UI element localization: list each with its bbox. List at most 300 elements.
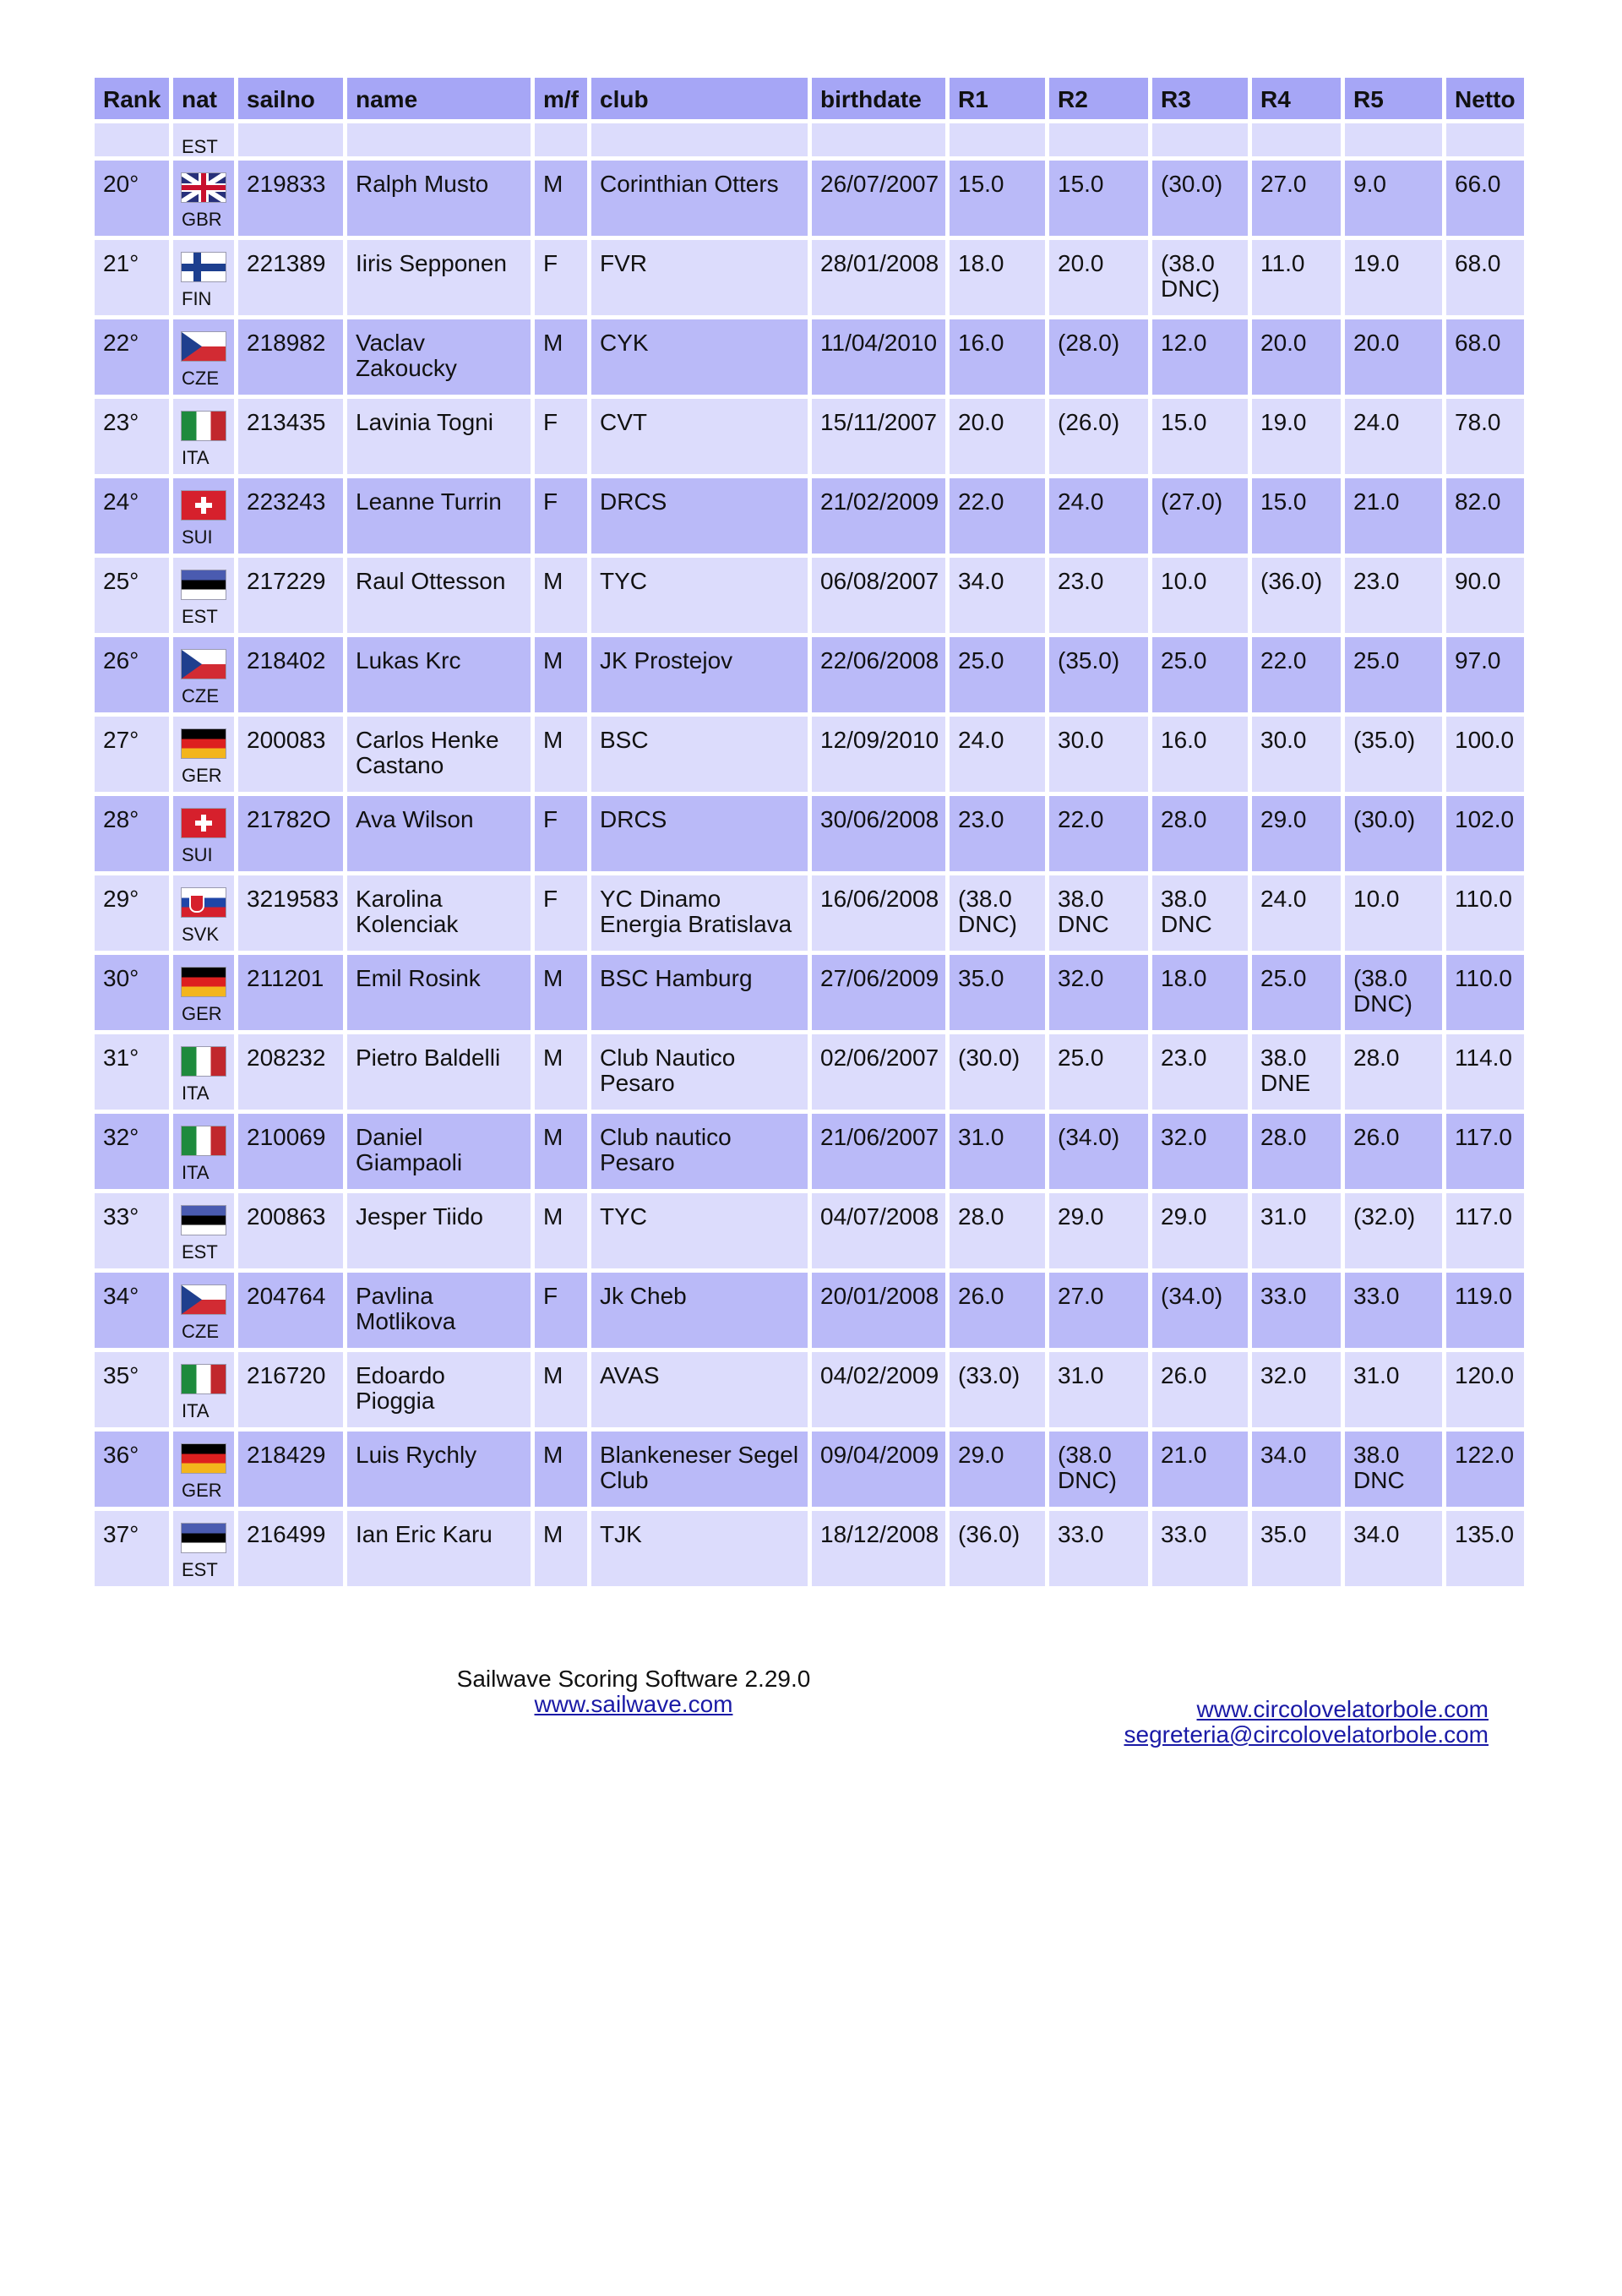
netto-score: 102.0 [1446,796,1524,871]
name-cell: Daniel Giampaoli [347,1114,531,1189]
nation-code: CZE [182,368,219,389]
flag-cze-icon [182,332,226,361]
nation-cell [173,717,234,792]
partial-row [95,123,1524,156]
flag-ger-icon [182,968,226,996]
flag-fin-icon [182,253,226,281]
race-4-score: 35.0 [1252,1511,1341,1586]
sailno-cell: 216499 [238,1511,343,1586]
nation-cell [173,796,234,871]
netto-score: 110.0 [1446,875,1524,951]
sailno-cell: 218402 [238,637,343,712]
name-cell: Luis Rychly [347,1432,531,1507]
flag-ita-icon [182,1365,226,1393]
race-1-score: (33.0) [950,1352,1045,1427]
club-cell: Club Nautico Pesaro [591,1034,808,1110]
table-row [95,796,1524,871]
club-cell: CYK [591,319,808,395]
race-2-score: (28.0) [1049,319,1148,395]
software-credit [406,1666,862,1717]
nation-cell [173,319,234,395]
name-cell: Jesper Tiido [347,1193,531,1268]
header-r2[interactable]: R2 [1049,78,1148,119]
gender-cell: M [535,717,587,792]
race-3-score: 12.0 [1152,319,1248,395]
header-name[interactable]: name [347,78,531,119]
race-1-score: 22.0 [950,478,1045,554]
table-row [95,637,1524,712]
nation-cell [173,875,234,951]
nation-cell [173,1193,234,1268]
birthdate-cell: 28/01/2008 [812,240,945,315]
gender-cell: M [535,955,587,1030]
race-1-score: 28.0 [950,1193,1045,1268]
birthdate-cell: 02/06/2007 [812,1034,945,1110]
rank-cell: 20° [95,161,169,236]
sailno-cell: 21782O [238,796,343,871]
rank-cell: 26° [95,637,169,712]
race-3-score: 28.0 [1152,796,1248,871]
rank-cell: 29° [95,875,169,951]
nation-code: GER [182,1480,222,1501]
race-4-score: (36.0) [1252,558,1341,633]
birthdate-cell: 04/07/2008 [812,1193,945,1268]
race-2-score: 30.0 [1049,717,1148,792]
name-cell: Lukas Krc [347,637,531,712]
club-cell: TJK [591,1511,808,1586]
race-3-score: 16.0 [1152,717,1248,792]
header-mf[interactable]: m/f [535,78,587,119]
netto-score: 117.0 [1446,1114,1524,1189]
birthdate-cell: 27/06/2009 [812,955,945,1030]
name-cell: Raul Ottesson [347,558,531,633]
gender-cell: F [535,796,587,871]
name-cell: Vaclav Zakoucky [347,319,531,395]
race-3-score: 25.0 [1152,637,1248,712]
race-5-score: 19.0 [1345,240,1442,315]
netto-score: 122.0 [1446,1432,1524,1507]
race-3-score: 29.0 [1152,1193,1248,1268]
header-row [95,78,1524,119]
club-cell: AVAS [591,1352,808,1427]
club-cell: TYC [591,558,808,633]
nation-code: EST [182,136,218,156]
race-2-score: 15.0 [1049,161,1148,236]
name-cell: Karolina Kolenciak [347,875,531,951]
rank-cell: 36° [95,1432,169,1507]
race-3-score: 21.0 [1152,1432,1248,1507]
gender-cell: M [535,1511,587,1586]
race-5-score: 38.0 DNC [1345,1432,1442,1507]
name-cell: Leanne Turrin [347,478,531,554]
header-r4[interactable]: R4 [1252,78,1341,119]
gender-cell: M [535,1114,587,1189]
race-2-score: 38.0 DNC [1049,875,1148,951]
race-5-score: (38.0 DNC) [1345,955,1442,1030]
birthdate-cell: 21/06/2007 [812,1114,945,1189]
race-4-score: 19.0 [1252,399,1341,474]
nation-cell [173,1511,234,1586]
nation-cell [173,1273,234,1348]
flag-ita-icon [182,1047,226,1076]
flag-sui-icon [182,809,226,837]
nation-cell [173,478,234,554]
club-cell: CVT [591,399,808,474]
gender-cell: M [535,1034,587,1110]
gender-cell: M [535,319,587,395]
table-row [95,399,1524,474]
netto-score: 135.0 [1446,1511,1524,1586]
nation-code: GER [182,765,222,786]
nation-cell [173,399,234,474]
rank-cell: 24° [95,478,169,554]
race-2-score: 27.0 [1049,1273,1148,1348]
gender-cell: M [535,161,587,236]
nation-cell [173,1034,234,1110]
name-cell: Ian Eric Karu [347,1511,531,1586]
club-cell: DRCS [591,478,808,554]
club-cell: TYC [591,1193,808,1268]
birthdate-cell: 04/02/2009 [812,1352,945,1427]
birthdate-cell: 09/04/2009 [812,1432,945,1507]
race-3-score: 18.0 [1152,955,1248,1030]
header-club[interactable]: club [591,78,808,119]
sailno-cell: 211201 [238,955,343,1030]
club-email-link[interactable]: segreteria@circolovelatorbole.com [1124,1721,1489,1748]
race-4-score: 34.0 [1252,1432,1341,1507]
club-cell: JK Prostejov [591,637,808,712]
birthdate-cell: 20/01/2008 [812,1273,945,1348]
rank-cell: 33° [95,1193,169,1268]
nation-code: SUI [182,526,213,548]
race-5-score: 9.0 [1345,161,1442,236]
header-r1[interactable]: R1 [950,78,1045,119]
netto-score: 100.0 [1446,717,1524,792]
race-4-score: 32.0 [1252,1352,1341,1427]
sailno-cell: 223243 [238,478,343,554]
table-row [95,1352,1524,1427]
race-5-score: 10.0 [1345,875,1442,951]
nation-cell [173,161,234,236]
race-2-score: (35.0) [1049,637,1148,712]
sailno-cell: 213435 [238,399,343,474]
race-3-score: 38.0 DNC [1152,875,1248,951]
rank-cell: 32° [95,1114,169,1189]
flag-cze-icon [182,650,226,679]
race-1-score: 29.0 [950,1432,1045,1507]
nation-code: FIN [182,288,212,309]
race-1-score: (30.0) [950,1034,1045,1110]
sailno-cell: 218982 [238,319,343,395]
nation-cell [173,240,234,315]
race-4-score: 28.0 [1252,1114,1341,1189]
race-2-score: (26.0) [1049,399,1148,474]
gender-cell: F [535,1273,587,1348]
club-website-link[interactable]: www.circolovelatorbole.com [1196,1696,1489,1722]
race-1-score: 24.0 [950,717,1045,792]
race-5-score: (35.0) [1345,717,1442,792]
netto-score: 114.0 [1446,1034,1524,1110]
race-5-score: 34.0 [1345,1511,1442,1586]
flag-svk-icon [182,888,226,917]
name-cell: Ava Wilson [347,796,531,871]
header-sailno[interactable]: sailno [238,78,343,119]
gender-cell: F [535,399,587,474]
race-1-score: 18.0 [950,240,1045,315]
race-1-score: 31.0 [950,1114,1045,1189]
header-birthdate[interactable]: birthdate [812,78,945,119]
table-row [95,240,1524,315]
race-3-score: (30.0) [1152,161,1248,236]
table-row [95,1273,1524,1348]
header-r3[interactable]: R3 [1152,78,1248,119]
nation-code: EST [182,606,218,627]
table-row [95,558,1524,633]
birthdate-cell: 26/07/2007 [812,161,945,236]
nation-code: GBR [182,209,222,230]
race-4-score: 38.0 DNE [1252,1034,1341,1110]
race-2-score: 23.0 [1049,558,1148,633]
table-row [95,319,1524,395]
flag-sui-icon [182,491,226,520]
race-2-score: 33.0 [1049,1511,1148,1586]
race-2-score: (34.0) [1049,1114,1148,1189]
sailno-cell: 208232 [238,1034,343,1110]
race-4-score: 27.0 [1252,161,1341,236]
nation-code: SUI [182,844,213,865]
race-5-score: 20.0 [1345,319,1442,395]
nation-code: CZE [182,1321,219,1342]
gender-cell: M [535,1352,587,1427]
rank-cell: 21° [95,240,169,315]
name-cell: Lavinia Togni [347,399,531,474]
race-5-score: 26.0 [1345,1114,1442,1189]
race-4-score: 20.0 [1252,319,1341,395]
race-2-score: 31.0 [1049,1352,1148,1427]
gender-cell: F [535,478,587,554]
race-1-score: 15.0 [950,161,1045,236]
header-netto[interactable]: Netto [1446,78,1524,119]
rank-cell: 28° [95,796,169,871]
rank-cell: 23° [95,399,169,474]
gender-cell: M [535,1193,587,1268]
sailno-cell: 219833 [238,161,343,236]
netto-score: 97.0 [1446,637,1524,712]
flag-ger-icon [182,1444,226,1473]
club-cell: Jk Cheb [591,1273,808,1348]
race-1-score: 34.0 [950,558,1045,633]
race-4-score: 30.0 [1252,717,1341,792]
table-row [95,1034,1524,1110]
nation-code: ITA [182,1162,210,1183]
club-cell: Corinthian Otters [591,161,808,236]
race-1-score: 26.0 [950,1273,1045,1348]
nation-code: ITA [182,1083,210,1104]
rank-cell: 37° [95,1511,169,1586]
race-5-score: 33.0 [1345,1273,1442,1348]
name-cell: Iiris Sepponen [347,240,531,315]
race-5-score: 25.0 [1345,637,1442,712]
sailno-cell: 3219583 [238,875,343,951]
race-3-score: 33.0 [1152,1511,1248,1586]
club-cell: BSC Hamburg [591,955,808,1030]
race-1-score: (38.0 DNC) [950,875,1045,951]
sailno-cell: 200863 [238,1193,343,1268]
sailno-cell: 200083 [238,717,343,792]
race-3-score: 15.0 [1152,399,1248,474]
name-cell: Ralph Musto [347,161,531,236]
nation-cell [173,1114,234,1189]
race-1-score: 16.0 [950,319,1045,395]
race-2-score: 25.0 [1049,1034,1148,1110]
nation-code: EST [182,1559,218,1580]
nation-code: CZE [182,685,219,706]
netto-score: 117.0 [1446,1193,1524,1268]
sailno-cell: 216720 [238,1352,343,1427]
table-row [95,161,1524,236]
netto-score: 68.0 [1446,240,1524,315]
netto-score: 68.0 [1446,319,1524,395]
header-rank[interactable]: Rank [95,78,169,119]
results-table [90,74,1528,1590]
table-row [95,478,1524,554]
table-row [95,955,1524,1030]
sailno-cell: 204764 [238,1273,343,1348]
name-cell: Carlos Henke Castano [347,717,531,792]
gender-cell: F [535,875,587,951]
table-row [95,1114,1524,1189]
race-4-score: 33.0 [1252,1273,1341,1348]
race-5-score: 23.0 [1345,558,1442,633]
race-2-score: 20.0 [1049,240,1148,315]
sailwave-link[interactable]: www.sailwave.com [534,1691,733,1717]
race-4-score: 31.0 [1252,1193,1341,1268]
race-4-score: 29.0 [1252,796,1341,871]
club-cell: YC Dinamo Energia Bratislava [591,875,808,951]
gender-cell: M [535,1432,587,1507]
netto-score: 78.0 [1446,399,1524,474]
software-name: Sailwave Scoring Software 2.29.0 [456,1666,811,1692]
race-1-score: 25.0 [950,637,1045,712]
flag-est-icon [182,1524,226,1552]
flag-ger-icon [182,729,226,758]
race-4-score: 15.0 [1252,478,1341,554]
race-2-score: 29.0 [1049,1193,1148,1268]
birthdate-cell: 22/06/2008 [812,637,945,712]
sailno-cell: 217229 [238,558,343,633]
rank-cell: 35° [95,1352,169,1427]
race-3-score: 26.0 [1152,1352,1248,1427]
flag-gbr-icon [182,173,226,202]
header-r5[interactable]: R5 [1345,78,1442,119]
name-cell: Pavlina Motlikova [347,1273,531,1348]
table-row [95,875,1524,951]
birthdate-cell: 06/08/2007 [812,558,945,633]
netto-score: 120.0 [1446,1352,1524,1427]
race-3-score: 32.0 [1152,1114,1248,1189]
sailno-cell: 210069 [238,1114,343,1189]
race-4-score: 24.0 [1252,875,1341,951]
race-5-score: (30.0) [1345,796,1442,871]
club-cell: DRCS [591,796,808,871]
gender-cell: M [535,558,587,633]
race-5-score: 21.0 [1345,478,1442,554]
nation-code: GER [182,1003,222,1024]
birthdate-cell: 16/06/2008 [812,875,945,951]
flag-ita-icon [182,412,226,440]
club-cell: BSC [591,717,808,792]
nation-code: SVK [182,924,220,945]
name-cell: Pietro Baldelli [347,1034,531,1110]
rank-cell: 30° [95,955,169,1030]
rank-cell: 31° [95,1034,169,1110]
nation-code: EST [182,1241,218,1263]
table-row [95,1511,1524,1586]
race-3-score: 23.0 [1152,1034,1248,1110]
race-2-score: 22.0 [1049,796,1148,871]
race-5-score: 31.0 [1345,1352,1442,1427]
nation-cell [173,637,234,712]
race-4-score: 11.0 [1252,240,1341,315]
netto-score: 66.0 [1446,161,1524,236]
club-cell: Blankeneser Segel Club [591,1432,808,1507]
table-row [95,717,1524,792]
birthdate-cell: 12/09/2010 [812,717,945,792]
netto-score: 90.0 [1446,558,1524,633]
nation-cell [173,1352,234,1427]
race-1-score: 23.0 [950,796,1045,871]
header-nat[interactable]: nat [173,78,234,119]
birthdate-cell: 30/06/2008 [812,796,945,871]
race-3-score: (38.0 DNC) [1152,240,1248,315]
birthdate-cell: 18/12/2008 [812,1511,945,1586]
race-5-score: (32.0) [1345,1193,1442,1268]
race-1-score: 35.0 [950,955,1045,1030]
race-2-score: 24.0 [1049,478,1148,554]
flag-cze-icon [182,1285,226,1314]
race-5-score: 28.0 [1345,1034,1442,1110]
club-contacts [1124,1697,1489,1748]
rank-cell: 25° [95,558,169,633]
race-4-score: 22.0 [1252,637,1341,712]
race-2-score: (38.0 DNC) [1049,1432,1148,1507]
table-row [95,1193,1524,1268]
nation-cell [173,558,234,633]
name-cell: Emil Rosink [347,955,531,1030]
race-3-score: (34.0) [1152,1273,1248,1348]
netto-score: 119.0 [1446,1273,1524,1348]
race-3-score: 10.0 [1152,558,1248,633]
nation-code: ITA [182,447,210,468]
race-4-score: 25.0 [1252,955,1341,1030]
race-5-score: 24.0 [1345,399,1442,474]
netto-score: 110.0 [1446,955,1524,1030]
nation-cell [173,955,234,1030]
rank-cell: 34° [95,1273,169,1348]
nation-code: ITA [182,1400,210,1421]
birthdate-cell: 21/02/2009 [812,478,945,554]
netto-score: 82.0 [1446,478,1524,554]
gender-cell: M [535,637,587,712]
club-cell: FVR [591,240,808,315]
birthdate-cell: 15/11/2007 [812,399,945,474]
race-3-score: (27.0) [1152,478,1248,554]
flag-est-icon [182,570,226,599]
rank-cell: 27° [95,717,169,792]
nation-cell [173,1432,234,1507]
gender-cell: F [535,240,587,315]
race-1-score: 20.0 [950,399,1045,474]
